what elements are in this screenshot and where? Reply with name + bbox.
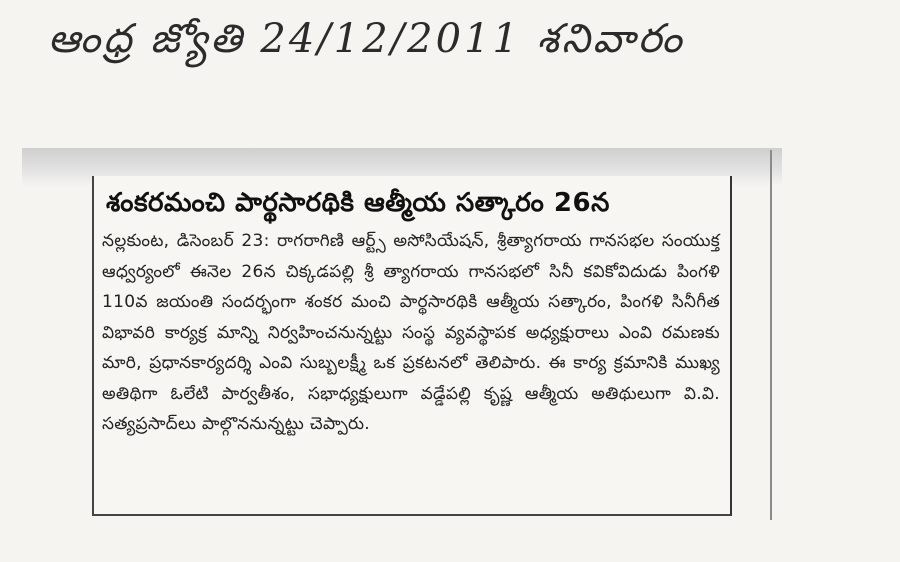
article-headline: శంకరమంచి పార్థసారథికి ఆత్మీయ సత్కారం 26న [106,188,610,218]
handwritten-note [48,6,888,80]
article-body: నల్లకుంట, డిసెంబర్ 23: రాగరాగిణి ఆర్ట్స్ అసోసియేషన్, శ్రీత్యాగరాయ గానసభల సంయుక్త ఆధ్వర్యంలో ఈనెల 26న చిక్కడపల్లి శ్రీ త్యాగరాయ గానసభలో సినీ కవికోవిదుడు పింగళి 110వ జయంతి సందర్భంగా శంకర మంచి పార్థసారథికి ఆత్మీయ సత్కారం, పింగళి సినీగీత విభావరి కార్యక్ర మాన్ని నిర్వహించనున్నట్టు సంస్థ వ్యవస్థాపక అధ్యక్షురాలు ఎంవి రమణకు మారి, ప్రధానకార్యదర్శి ఎంవి సుబ్బలక్ష్మీ ఒక ప్రకటనలో తెలిపారు. ఈ కార్య క్రమానికి ముఖ్య అతిథిగా ఓలేటి పార్వతీశం, సభాధ్యక్షులుగా వడ్డేపల్లి కృష్ణ ఆత్మీయ అతిథులుగా వి.వి. సత్యప్రసాద్‌లు పాల్గొననున్నట్టు చెప్పారు. [102,231,720,434]
handwritten-note-text: ఆంధ్ర జ్యోతి 24/12/2011 శనివారం [48,16,685,62]
adjacent-column-rule [770,150,772,520]
newspaper-clipping [92,176,732,516]
